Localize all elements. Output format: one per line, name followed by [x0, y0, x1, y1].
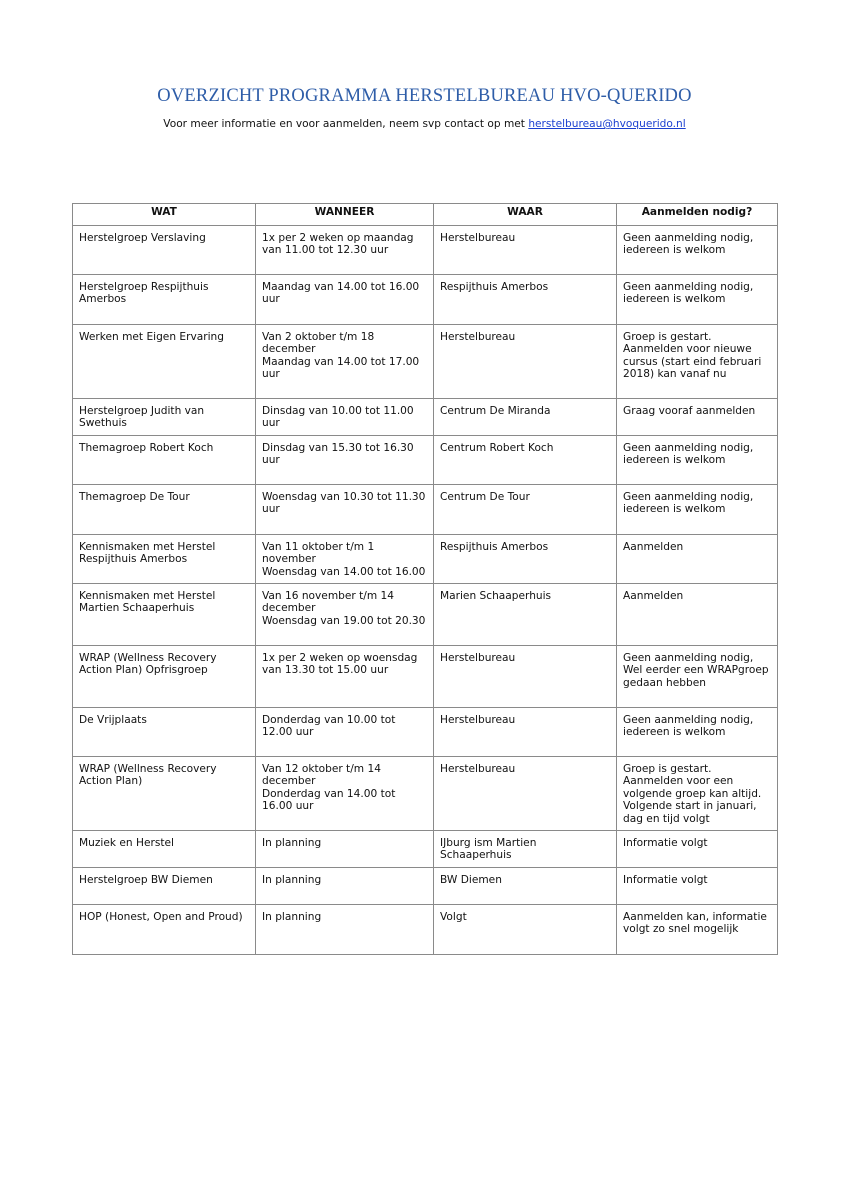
cell-wat: Themagroep Robert Koch: [73, 436, 256, 485]
cell-wat: Werken met Eigen Ervaring: [73, 325, 256, 399]
cell-waar: IJburg ism Martien Schaaperhuis: [434, 831, 617, 868]
cell-wanneer: Van 2 oktober t/m 18 december Maandag van 14.00 tot 17.00 uur: [256, 325, 434, 399]
table-row: [73, 905, 778, 955]
cell-wat: Muziek en Herstel: [73, 831, 256, 868]
cell-aanmelden: Graag vooraf aanmelden: [617, 399, 778, 436]
cell-wat: Herstelgroep BW Diemen: [73, 868, 256, 905]
cell-aanmelden: Geen aanmelding nodig, iedereen is welkom: [617, 436, 778, 485]
cell-wat: Herstelgroep Verslaving: [73, 226, 256, 275]
cell-aanmelden: Aanmelden: [617, 584, 778, 646]
cell-waar: Centrum Robert Koch: [434, 436, 617, 485]
table-row: [73, 757, 778, 831]
table-row: [73, 436, 778, 485]
cell-waar: Herstelbureau: [434, 646, 617, 708]
cell-waar: Herstelbureau: [434, 757, 617, 831]
cell-waar: Centrum De Miranda: [434, 399, 617, 436]
cell-aanmelden: Informatie volgt: [617, 831, 778, 868]
table-header-row: [73, 204, 778, 226]
cell-waar: Respijthuis Amerbos: [434, 535, 617, 584]
cell-waar: Herstelbureau: [434, 325, 617, 399]
cell-wanneer: Woensdag van 10.30 tot 11.30 uur: [256, 485, 434, 535]
table-row: [73, 226, 778, 275]
cell-wanneer: Maandag van 14.00 tot 16.00 uur: [256, 275, 434, 325]
cell-wat: HOP (Honest, Open and Proud): [73, 905, 256, 955]
cell-waar: Herstelbureau: [434, 708, 617, 757]
cell-wat: Herstelgroep Judith van Swethuis: [73, 399, 256, 436]
column-header-wanneer: WANNEER: [256, 204, 434, 226]
cell-aanmelden: Geen aanmelding nodig, Wel eerder een WRAPgroep gedaan hebben: [617, 646, 778, 708]
cell-wat: WRAP (Wellness Recovery Action Plan) Opfrisgroep: [73, 646, 256, 708]
cell-wanneer: In planning: [256, 831, 434, 868]
cell-aanmelden: Informatie volgt: [617, 868, 778, 905]
cell-waar: Volgt: [434, 905, 617, 955]
cell-waar: Centrum De Tour: [434, 485, 617, 535]
cell-aanmelden: Aanmelden kan, informatie volgt zo snel mogelijk: [617, 905, 778, 955]
column-header-wat: WAT: [73, 204, 256, 226]
cell-wanneer: Van 12 oktober t/m 14 december Donderdag van 14.00 tot 16.00 uur: [256, 757, 434, 831]
cell-aanmelden: Groep is gestart. Aanmelden voor een volgende groep kan altijd. Volgende start in januari, dag en tijd volgt: [617, 757, 778, 831]
cell-wat: WRAP (Wellness Recovery Action Plan): [73, 757, 256, 831]
cell-wat: De Vrijplaats: [73, 708, 256, 757]
cell-aanmelden: Geen aanmelding nodig, iedereen is welkom: [617, 485, 778, 535]
cell-wanneer: In planning: [256, 868, 434, 905]
cell-wanneer: Van 11 oktober t/m 1 november Woensdag van 14.00 tot 16.00: [256, 535, 434, 584]
table-row: [73, 325, 778, 399]
cell-aanmelden: Aanmelden: [617, 535, 778, 584]
cell-wat: Themagroep De Tour: [73, 485, 256, 535]
column-header-waar: WAAR: [434, 204, 617, 226]
table-row: [73, 646, 778, 708]
page-title: OVERZICHT PROGRAMMA HERSTELBUREAU HVO-QUERIDO: [157, 86, 692, 106]
cell-wanneer: Dinsdag van 10.00 tot 11.00 uur: [256, 399, 434, 436]
table-row: [73, 708, 778, 757]
table-row: [73, 868, 778, 905]
cell-aanmelden: Geen aanmelding nodig, iedereen is welkom: [617, 708, 778, 757]
cell-wanneer: Donderdag van 10.00 tot 12.00 uur: [256, 708, 434, 757]
cell-aanmelden: Geen aanmelding nodig, iedereen is welkom: [617, 275, 778, 325]
cell-wat: Kennismaken met Herstel Respijthuis Amerbos: [73, 535, 256, 584]
cell-wanneer: 1x per 2 weken op maandag van 11.00 tot 12.30 uur: [256, 226, 434, 275]
table-row: [73, 275, 778, 325]
cell-aanmelden: Geen aanmelding nodig, iedereen is welkom: [617, 226, 778, 275]
column-header-aanmelden: Aanmelden nodig?: [617, 204, 778, 226]
cell-waar: Respijthuis Amerbos: [434, 275, 617, 325]
cell-wanneer: Van 16 november t/m 14 december Woensdag van 19.00 tot 20.30: [256, 584, 434, 646]
intro-line: [0, 118, 849, 130]
table-row: [73, 831, 778, 868]
intro-text: Voor meer informatie en voor aanmelden, neem svp contact op met: [163, 118, 529, 130]
cell-waar: Marien Schaaperhuis: [434, 584, 617, 646]
cell-wanneer: 1x per 2 weken op woensdag van 13.30 tot 15.00 uur: [256, 646, 434, 708]
email-link[interactable]: herstelbureau@hvoquerido.nl: [528, 118, 686, 130]
table-row: [73, 584, 778, 646]
cell-aanmelden: Groep is gestart. Aanmelden voor nieuwe cursus (start eind februari 2018) kan vanaf nu: [617, 325, 778, 399]
cell-wat: Kennismaken met Herstel Martien Schaaperhuis: [73, 584, 256, 646]
cell-wanneer: In planning: [256, 905, 434, 955]
cell-wat: Herstelgroep Respijthuis Amerbos: [73, 275, 256, 325]
cell-waar: Herstelbureau: [434, 226, 617, 275]
table-row: [73, 485, 778, 535]
cell-wanneer: Dinsdag van 15.30 tot 16.30 uur: [256, 436, 434, 485]
program-table: [72, 203, 778, 955]
table-row: [73, 535, 778, 584]
cell-waar: BW Diemen: [434, 868, 617, 905]
table-row: [73, 399, 778, 436]
